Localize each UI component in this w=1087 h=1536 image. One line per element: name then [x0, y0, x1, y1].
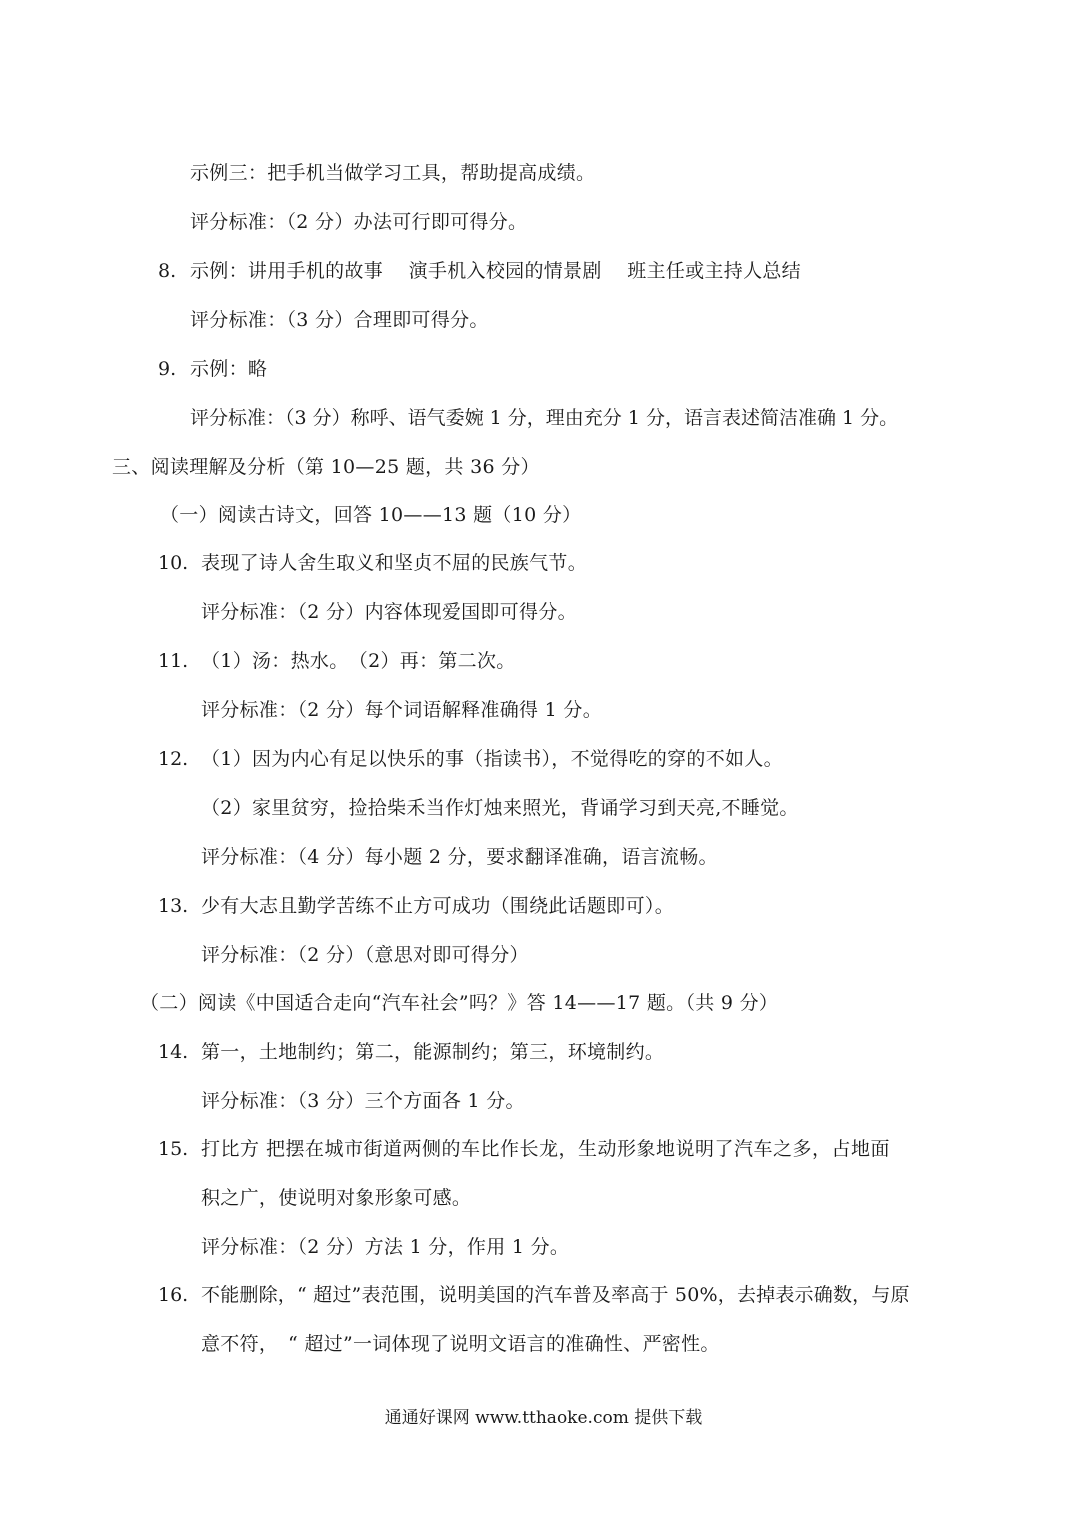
answer-line: 积之广，使说明对象形象可感。	[201, 1187, 472, 1209]
question-number: 8.	[158, 260, 177, 282]
scoring-standard-line: 评分标准：（2 分）（意思对即可得分）	[201, 944, 529, 966]
answer-line: （1）汤：热水。 （2）再：第二次。	[201, 650, 516, 672]
answer-line: 打比方 把摆在城市街道两侧的车比作长龙，生动形象地说明了汽车之多，占地面	[201, 1138, 891, 1160]
subsection-heading: （二）阅读《中国适合走向“汽车社会”吗？》答 14——17 题。（共 9 分）	[140, 992, 779, 1014]
example-three-line: 示例三：把手机当做学习工具，帮助提高成绩。	[190, 162, 596, 184]
answer-line: 意不符， “ 超过”一词体现了说明文语言的准确性、严密性。	[201, 1333, 720, 1355]
section-heading: 三、阅读理解及分析（第 10—25 题，共 36 分）	[112, 456, 540, 478]
scoring-standard-line: 评分标准：（2 分）每个词语解释准确得 1 分。	[201, 699, 602, 721]
question-number: 16.	[158, 1284, 189, 1306]
answer-line: 少有大志且勤学苦练不止方可成功（围绕此话题即可）。	[201, 895, 675, 917]
answer-line: （2）家里贫穷，捡拾柴禾当作灯烛来照光，背诵学习到天亮,不睡觉。	[201, 797, 799, 819]
scoring-standard-line: 评分标准：（3 分）三个方面各 1 分。	[201, 1090, 525, 1112]
scoring-standard-line: 评分标准：（3 分）合理即可得分。	[190, 309, 489, 331]
answer-line: 第一，土地制约；第二，能源制约；第三，环境制约。	[201, 1041, 665, 1063]
question-number: 15.	[158, 1138, 189, 1160]
page-footer: 通通好课网 www.tthaoke.com 提供下载	[384, 1408, 703, 1428]
scoring-standard-line: 评分标准：（4 分）每小题 2 分，要求翻译准确，语言流畅。	[201, 846, 718, 868]
subsection-heading: （一）阅读古诗文，回答 10——13 题（10 分）	[160, 504, 582, 526]
question-number: 12.	[158, 748, 189, 770]
answer-line: 不能删除，“ 超过”表范围，说明美国的汽车普及率高于 50%，去掉表示确数，与原	[201, 1284, 910, 1306]
answer-line: 表现了诗人舍生取义和坚贞不屈的民族气节。	[201, 552, 588, 574]
scoring-standard-line: 评分标准：（2 分）内容体现爱国即可得分。	[201, 601, 577, 623]
question-number: 10.	[158, 552, 189, 574]
question-number: 14.	[158, 1041, 189, 1063]
scoring-standard-line: 评分标准：（2 分）办法可行即可得分。	[190, 211, 528, 233]
answer-line: 示例：讲用手机的故事 演手机入校园的情景剧 班主任或主持人总结	[190, 260, 801, 282]
question-number: 13.	[158, 895, 189, 917]
answer-line: （1）因为内心有足以快乐的事（指读书），不觉得吃的穿的不如人。	[201, 748, 783, 770]
answer-line: 示例：略	[190, 358, 268, 380]
question-number: 11.	[158, 650, 189, 672]
scoring-standard-line: 评分标准：（3 分）称呼、语气委婉 1 分，理由充分 1 分，语言表述简洁准确 1 分。	[190, 407, 899, 429]
question-number: 9.	[158, 358, 177, 380]
scoring-standard-line: 评分标准：（2 分）方法 1 分，作用 1 分。	[201, 1236, 570, 1258]
